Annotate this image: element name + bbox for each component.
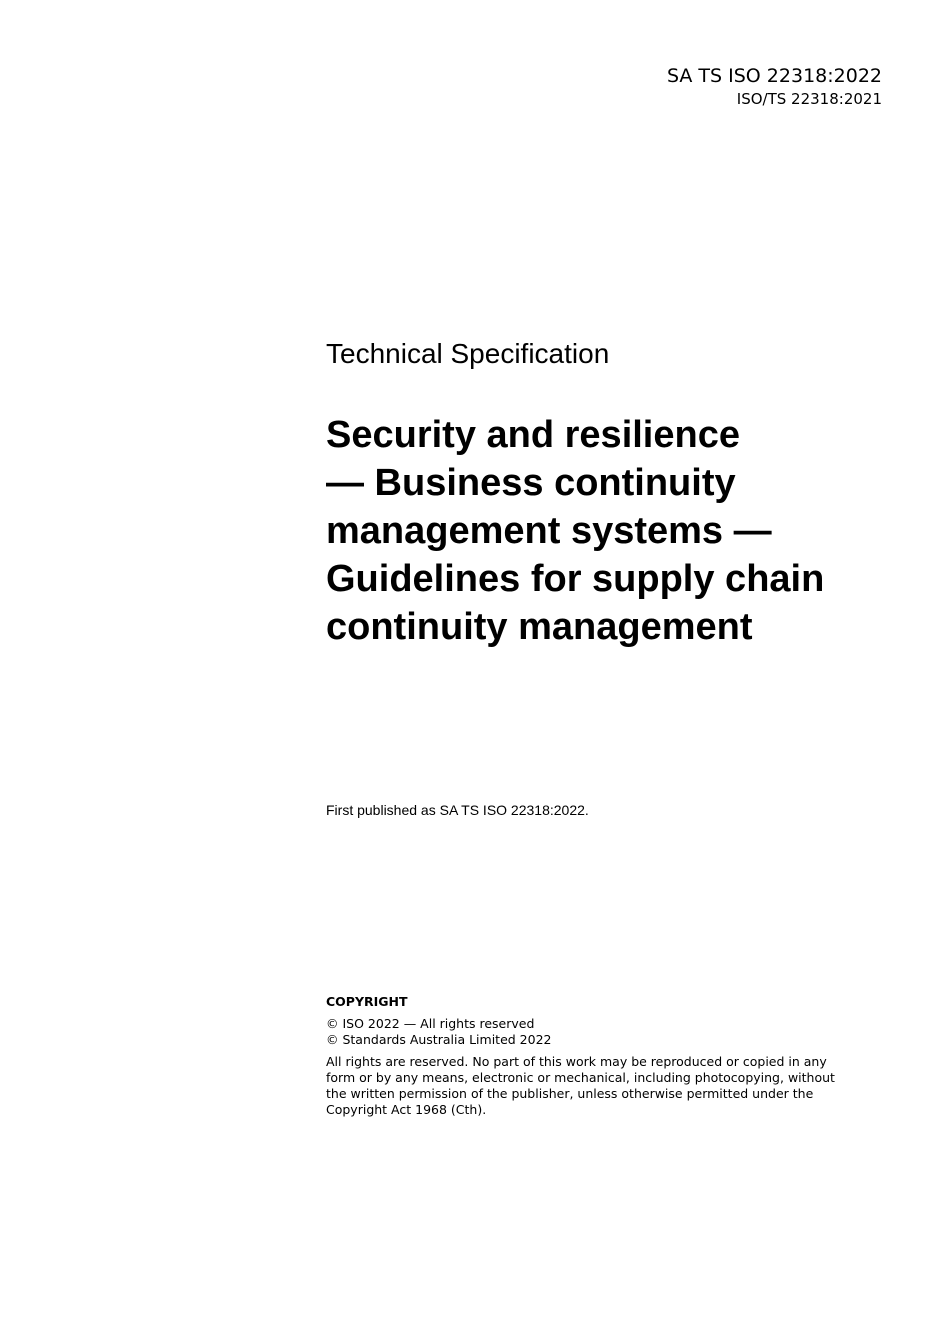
title-line: Guidelines for supply chain [326,558,825,600]
title-line: Security and resilience [326,414,740,456]
title-line: management systems — [326,510,772,552]
copyright-line-standards-australia: © Standards Australia Limited 2022 [326,1032,552,1047]
document-title [326,411,886,651]
document-identifiers [667,64,882,109]
iso-number: ISO/TS 22318:2021 [736,90,882,108]
copyright-section [326,994,886,1118]
publication-note: First published as SA TS ISO 22318:2022. [326,802,589,818]
copyright-line-iso: © ISO 2022 — All rights reserved [326,1016,535,1031]
standard-number: SA TS ISO 22318:2022 [666,65,882,87]
title-line: continuity management [326,606,753,648]
title-line: — Business continuity [326,462,736,504]
rights-statement: All rights are reserved. No part of this work may be reproduced or copied in any form or by any means, electronic or mechanical, including photocopying, without the written permission of the publisher, unless otherwise permitted under the Copyright Act 1968 (Cth). [326,1054,835,1117]
copyright-heading: COPYRIGHT [326,994,408,1009]
document-type: Technical Specification [326,338,610,369]
